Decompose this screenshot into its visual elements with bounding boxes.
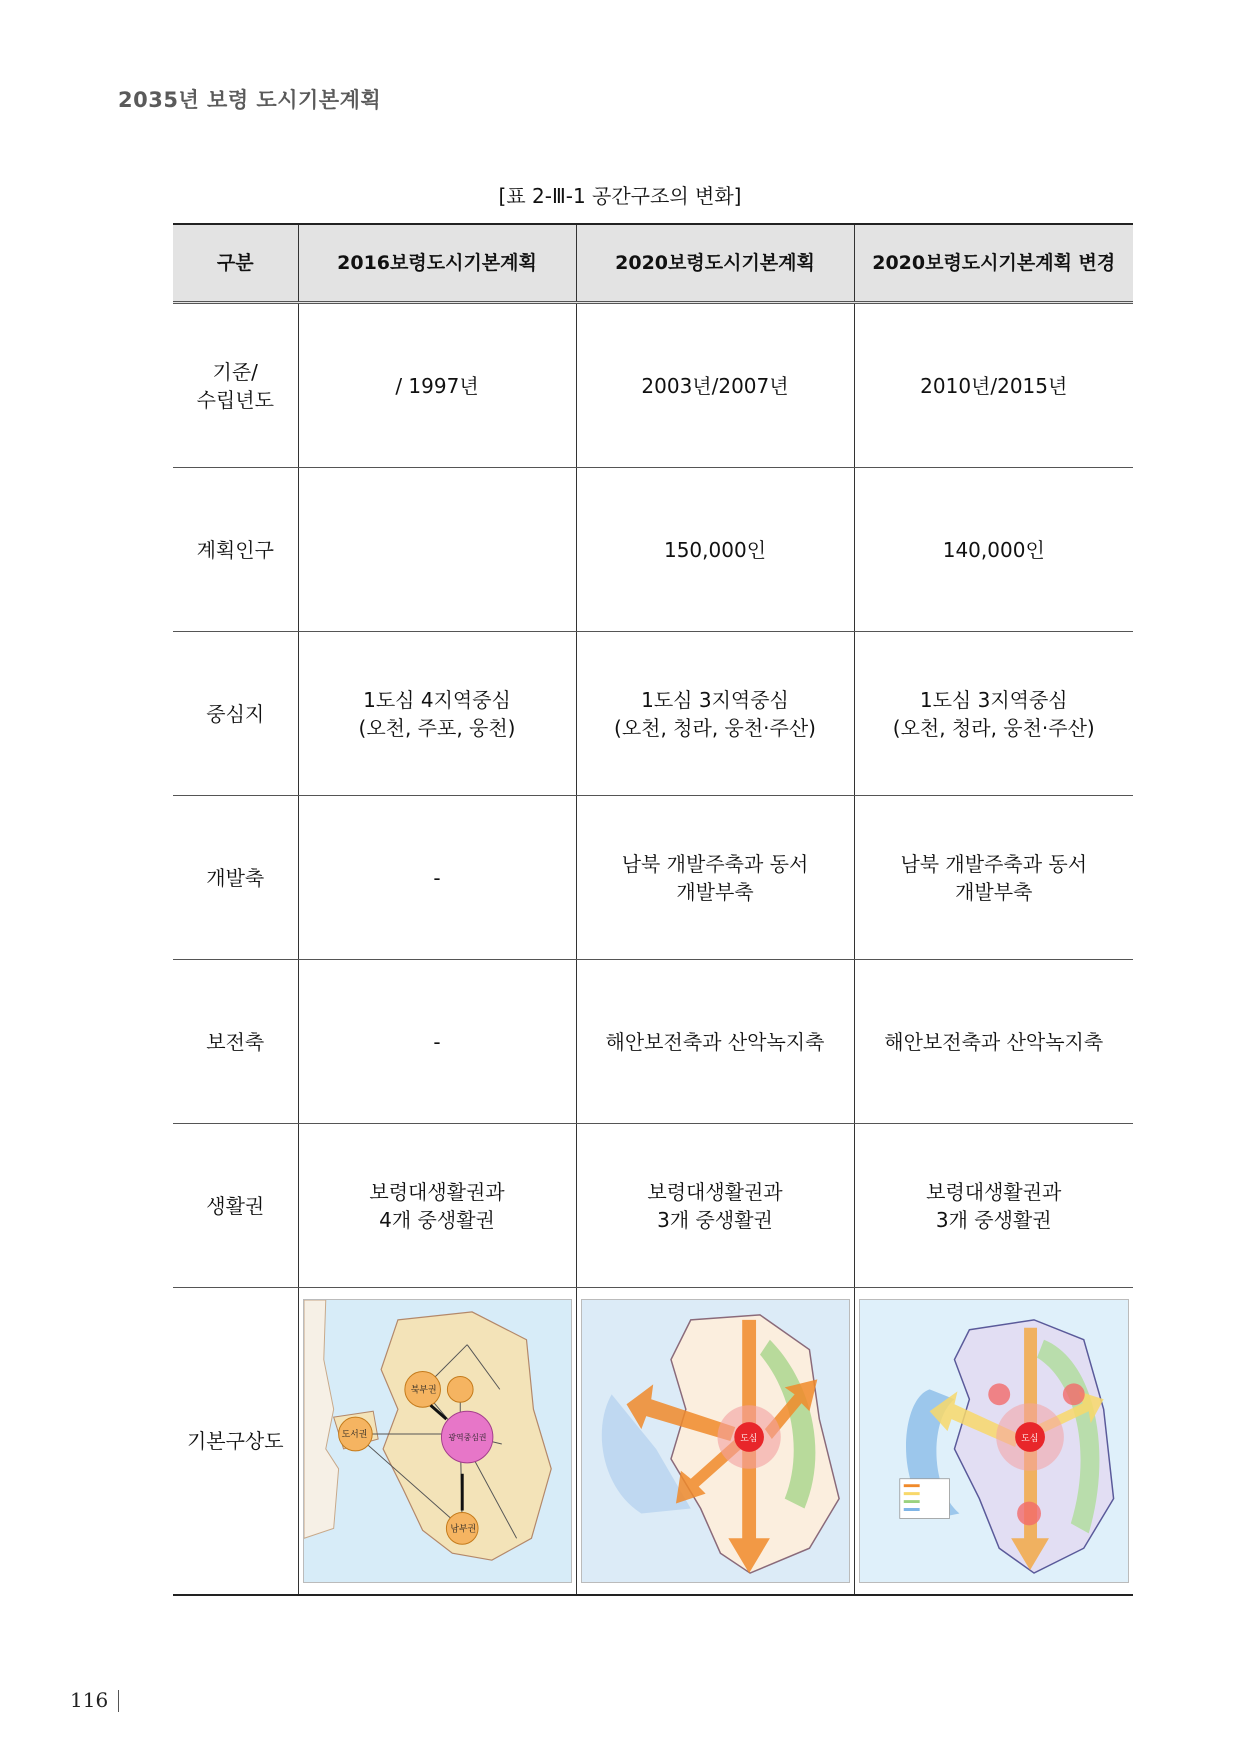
row-label: 생활권 [173, 1124, 298, 1288]
table-cell: 보령대생활권과 3개 중생활권 [854, 1124, 1133, 1288]
table-row [173, 796, 1133, 960]
map-cell-2016 [298, 1288, 576, 1596]
row-label: 개발축 [173, 796, 298, 960]
map-cell-2020-revised [854, 1288, 1133, 1596]
table-row [173, 468, 1133, 632]
table-cell: 보령대생활권과 4개 중생활권 [298, 1124, 576, 1288]
table-cell: 1도심 4지역중심 (오천, 주포, 웅천) [298, 632, 576, 796]
table-header-row [173, 224, 1133, 303]
map-sub-center [988, 1383, 1010, 1405]
map-label: 광역중심권 [447, 1432, 486, 1443]
row-label: 기본구상도 [173, 1288, 298, 1596]
table-cell: 2010년/2015년 [854, 303, 1133, 468]
map-label: 북부권 [410, 1385, 437, 1396]
table-row-basic-plan-map [173, 1288, 1133, 1596]
table-row [173, 960, 1133, 1124]
table-cell: / 1997년 [298, 303, 576, 468]
zone-north-east [447, 1376, 473, 1402]
basic-plan-map-2020-revised [859, 1299, 1130, 1583]
map-label: 도심 [739, 1433, 757, 1445]
table-cell: 남북 개발주축과 동서 개발부축 [576, 796, 854, 960]
map-label: 도서권 [341, 1430, 367, 1441]
row-label: 중심지 [173, 632, 298, 796]
table-caption: [표 2-Ⅲ-1 공간구조의 변화] [498, 184, 742, 208]
basic-plan-map-2020 [581, 1299, 850, 1583]
table-cell: 보령대생활권과 3개 중생활권 [576, 1124, 854, 1288]
map-label: 도심 [1020, 1434, 1038, 1444]
table-cell: 해안보전축과 산악녹지축 [854, 960, 1133, 1124]
table-cell: - [298, 960, 576, 1124]
table-cell: 1도심 3지역중심 (오천, 청라, 웅천·주산) [854, 632, 1133, 796]
table-cell: 150,000인 [576, 468, 854, 632]
spatial-structure-table [173, 223, 1133, 1596]
basic-plan-map-2016 [303, 1299, 572, 1583]
table-row [173, 1124, 1133, 1288]
map-sub-center [1062, 1383, 1084, 1405]
table-cell: 해안보전축과 산악녹지축 [576, 960, 854, 1124]
table-cell: 1도심 3지역중심 (오천, 청라, 웅천·주산) [576, 632, 854, 796]
document-header-title: 2035년 보령 도시기본계획 [118, 88, 382, 112]
table-cell: - [298, 796, 576, 960]
table-cell: 140,000인 [854, 468, 1133, 632]
map-sub-center [1017, 1502, 1041, 1526]
page-number-divider [118, 1690, 119, 1712]
table-cell [298, 468, 576, 632]
map-label: 남부권 [449, 1524, 476, 1535]
map-cell-2020 [576, 1288, 854, 1596]
column-header: 2016보령도시기본계획 [298, 224, 576, 303]
table-cell: 남북 개발주축과 동서 개발부축 [854, 796, 1133, 960]
column-header: 2020보령도시기본계획 변경 [854, 224, 1133, 303]
page-number: 116 [70, 1688, 109, 1712]
row-label: 계획인구 [173, 468, 298, 632]
table-cell: 2003년/2007년 [576, 303, 854, 468]
column-header: 구분 [173, 224, 298, 303]
table-row [173, 632, 1133, 796]
row-label: 보전축 [173, 960, 298, 1124]
row-label: 기준/ 수립년도 [173, 303, 298, 468]
column-header: 2020보령도시기본계획 [576, 224, 854, 303]
table-row [173, 303, 1133, 468]
